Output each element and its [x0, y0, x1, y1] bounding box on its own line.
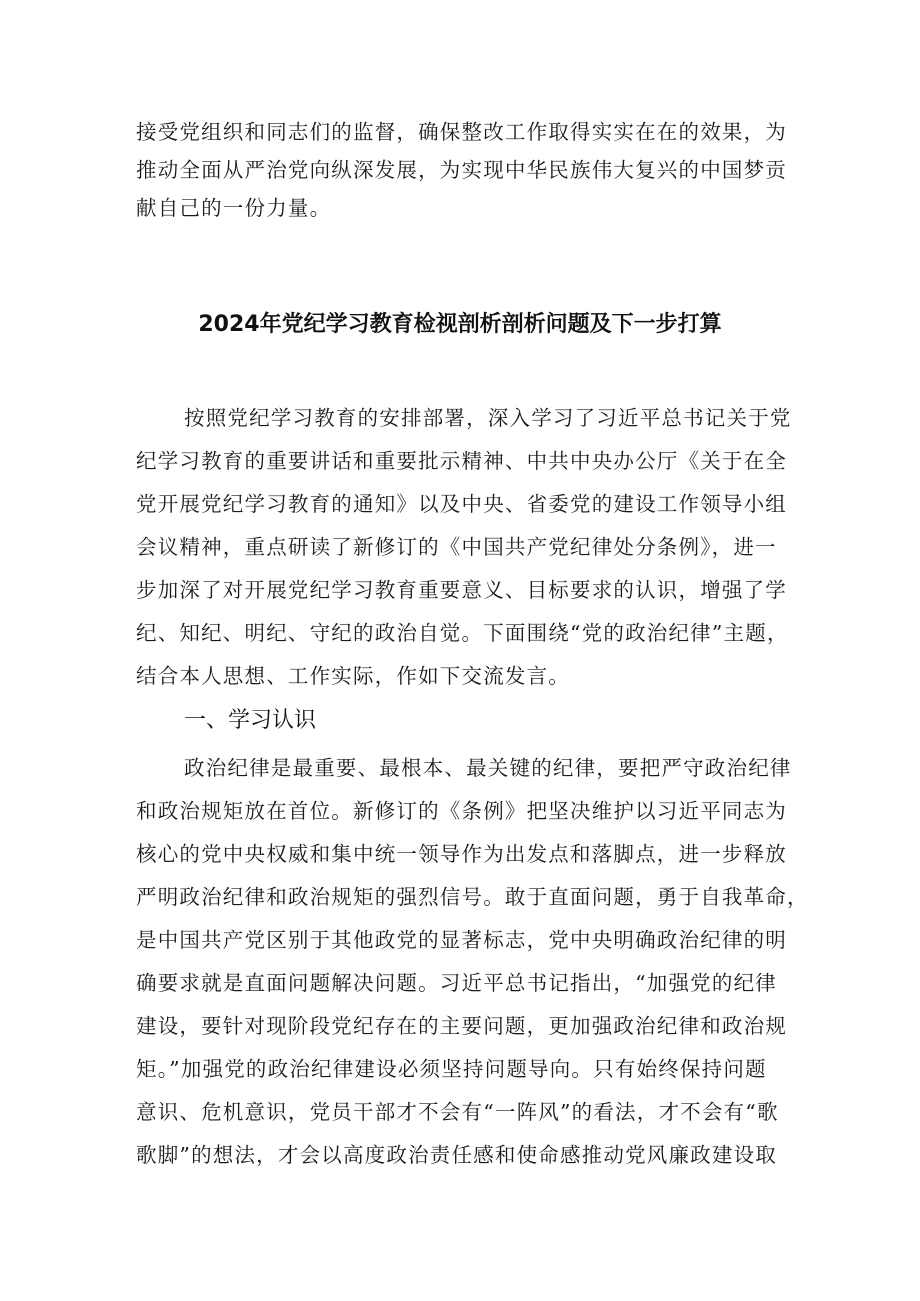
- text-line: 步加深了对开展党纪学习教育重要意义、目标要求的认识，增强了学: [136, 578, 787, 602]
- text-line: 献自己的一份力量。: [136, 196, 332, 220]
- text-line: 纪学习教育的重要讲话和重要批示精神、中共中央办公厅《关于在全: [136, 449, 787, 473]
- text-line: 和政治规矩放在首位。新修订的《条例》把坚决维护以习近平同志为: [136, 799, 787, 823]
- text-line: 政治纪律是最重要、最根本、最关键的纪律，要把严守政治纪律: [184, 756, 792, 780]
- text-line: 接受党组织和同志们的监督，确保整改工作取得实实在在的效果，为: [136, 120, 787, 144]
- text-line: 歌脚”的想法，才会以高度政治责任感和使命感推动党风廉政建设取: [136, 1143, 777, 1167]
- section-heading: 一、学习认识: [184, 708, 317, 733]
- text-line: 核心的党中央权威和集中统一领导作为出发点和落脚点，进一步释放: [136, 842, 787, 866]
- text-line: 矩。”加强党的政治纪律建设必须坚持问题导向。只有始终保持问题: [136, 1057, 767, 1081]
- text-line: 确要求就是直面问题解决问题。习近平总书记指出，“加强党的纪律: [136, 971, 777, 995]
- article-title: 2024年党纪学习教育检视剖析剖析问题及下一步打算: [198, 312, 722, 337]
- text-line: 意识、危机意识，党员干部才不会有“一阵风”的看法，才不会有“歌: [136, 1100, 779, 1124]
- text-line: 会议精神，重点研读了新修订的《中国共产党纪律处分条例》，进一: [136, 535, 777, 559]
- text-line: 党开展党纪学习教育的通知》以及中央、省委党的建设工作领导小组: [136, 492, 787, 516]
- text-line: 是中国共产党区别于其他政党的显著标志，党中央明确政治纪律的明: [136, 928, 787, 952]
- text-line: 建设，要针对现阶段党纪存在的主要问题，更加强政治纪律和政治规: [136, 1014, 787, 1038]
- text-line: 按照党纪学习教育的安排部署，深入学习了习近平总书记关于党: [184, 406, 792, 430]
- text-line: 纪、知纪、明纪、守纪的政治自觉。下面围绕“党的政治纪律”主题，: [136, 621, 789, 645]
- text-line: 严明政治纪律和政治规矩的强烈信号。敢于直面问题，勇于自我革命，: [136, 885, 809, 909]
- text-line: 结合本人思想、工作实际，作如下交流发言。: [136, 664, 570, 688]
- text-line: 推动全面从严治党向纵深发展，为实现中华民族伟大复兴的中国梦贡: [136, 158, 787, 182]
